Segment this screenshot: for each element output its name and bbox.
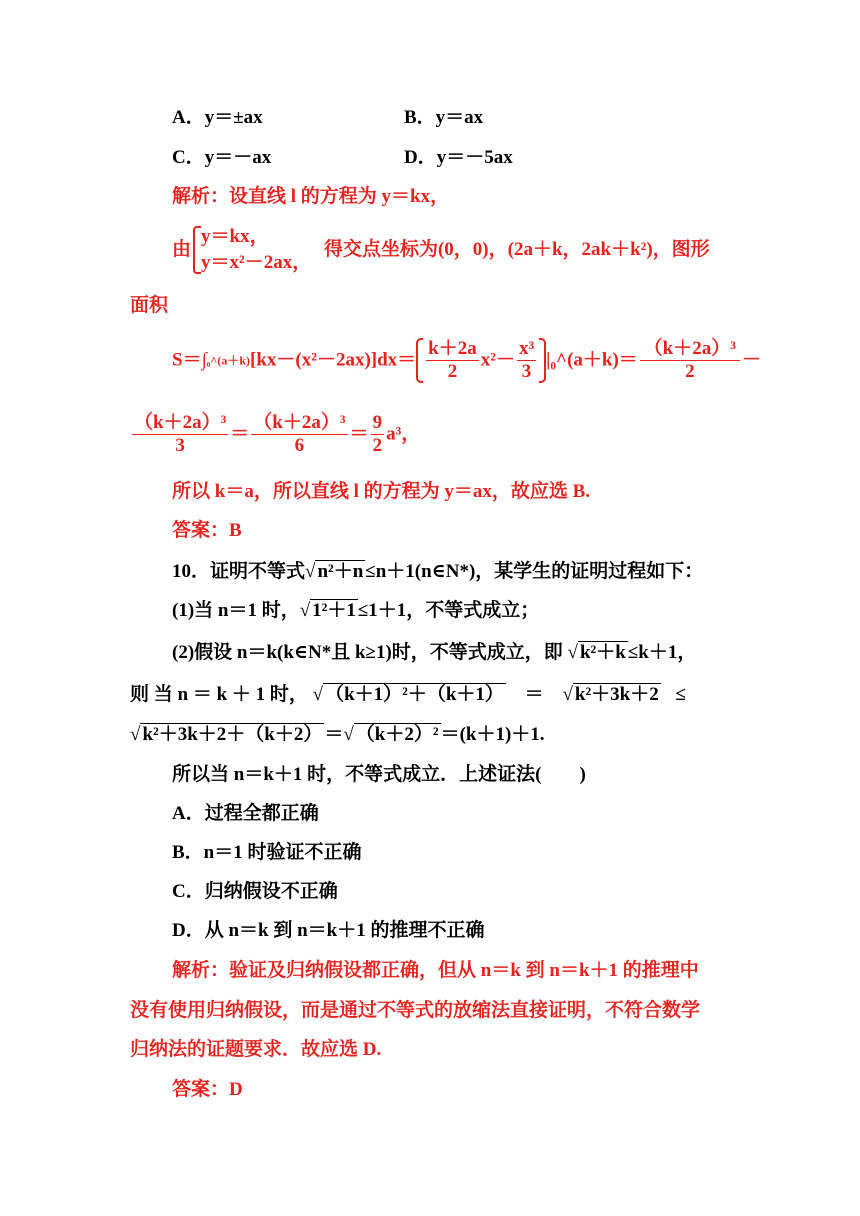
q10-stem <box>172 560 703 584</box>
chain-tail: a³， <box>386 423 421 445</box>
sqrt: √ （k＋1）²＋（k＋1） <box>312 684 504 705</box>
step3-prefix: 则 当 n ＝ k ＋ 1 时， <box>130 684 308 705</box>
antiderivative-bracket <box>416 338 546 383</box>
equals: ＝ <box>349 423 369 445</box>
sqrt: √ k²＋3k＋2 <box>562 684 659 705</box>
step1-prefix: (1)当 n＝1 时， <box>172 600 300 621</box>
q9-option-b: B．y＝ax <box>404 107 484 128</box>
fraction-numerator: （k＋2a）³ <box>134 412 227 433</box>
fraction <box>371 412 385 457</box>
eval-limits: |₀^(a＋k)＝ <box>546 349 638 371</box>
analysis-text: 设直线 l 的方程为 y＝kx， <box>229 186 450 207</box>
fraction-numerator: k＋2a <box>428 338 477 359</box>
radicand: k²＋k <box>579 642 626 663</box>
integral-lhs: S＝∫ <box>172 349 207 371</box>
fraction <box>640 338 740 383</box>
fraction-numerator: （k＋2a）³ <box>640 338 740 361</box>
equals: ＝ <box>524 684 544 705</box>
fraction-chain-line <box>130 412 420 468</box>
answer-value: B <box>229 520 242 541</box>
q10-step5: 所以当 n＝k＋1 时，不等式成立．上述证法( ) <box>172 764 586 785</box>
q10-analysis-line1 <box>172 959 699 983</box>
analysis-text: 验证及归纳假设都正确，但从 n＝k 到 n＝k＋1 的推理中 <box>229 960 699 981</box>
bracket-mid: x²－ <box>480 349 515 371</box>
q9-conclusion: 所以 k＝a，所以直线 l 的方程为 y＝ax，故应选 B. <box>172 481 591 502</box>
fraction <box>251 412 347 457</box>
system-eq1: y＝kx， <box>201 226 269 247</box>
fraction-numerator: （k＋2a）³ <box>253 412 346 433</box>
fraction-denominator: 2 <box>447 361 458 382</box>
q10-step4 <box>130 723 545 747</box>
q10-option-b: B．n＝1 时验证不正确 <box>172 842 362 863</box>
sqrt: √ k²＋3k＋2＋（k＋2） <box>130 724 323 745</box>
integral-limits: ₀^(a＋k) <box>206 353 251 368</box>
q10-analysis-line2: 没有使用归纳假设，而是通过不等式的放缩法直接证明，不符合数学 <box>130 1000 701 1021</box>
equation-system <box>191 224 311 276</box>
step2-suffix: ≤k＋1， <box>627 642 697 663</box>
fraction-numerator: x³ <box>518 338 535 359</box>
sqrt: √ 1²＋1 <box>299 600 356 621</box>
fraction-denominator: 6 <box>294 435 305 456</box>
q10-option-a: A．过程全都正确 <box>172 803 319 824</box>
q10-step3 <box>130 683 686 707</box>
integral-body: [kx－(x²－2ax)]dx＝ <box>250 349 417 371</box>
fraction-denominator: 2 <box>685 361 695 382</box>
q9-answer <box>172 519 242 543</box>
fraction <box>517 338 536 383</box>
equals: ＝ <box>324 724 344 745</box>
radicand: k²＋3k＋2 <box>574 684 659 705</box>
equals: ＝ <box>230 423 250 445</box>
radicand: k²＋3k＋2＋（k＋2） <box>142 724 323 745</box>
analysis-label: 解析： <box>172 960 230 981</box>
q10-step2 <box>172 641 696 665</box>
stem-prefix: 10．证明不等式 <box>172 561 306 582</box>
fraction-denominator: 3 <box>175 435 185 456</box>
q10-option-d: D．从 n＝k 到 n＝k＋1 的推理不正确 <box>172 920 485 941</box>
q10-analysis-line3: 归纳法的证题要求．故应选 D. <box>130 1039 382 1060</box>
fraction-denominator: 2 <box>372 435 383 456</box>
answer-label: 答案： <box>172 1079 230 1100</box>
analysis-label: 解析： <box>172 186 230 207</box>
fraction-numerator: 9 <box>372 412 383 433</box>
q10-option-c: C．归纳假设不正确 <box>172 881 338 902</box>
radicand: （k＋1）²＋（k＋1） <box>325 684 504 705</box>
q9-option-c: C．y＝－ax <box>172 147 272 168</box>
rhs-minus: － <box>741 349 761 371</box>
sqrt: √ k²＋k <box>567 642 626 663</box>
radicand: n²＋n <box>317 561 364 582</box>
system-prefix: 由 <box>172 239 192 260</box>
system-result: 得交点坐标为(0，0)，(2a＋k，2ak＋k²)，图形 <box>323 239 710 260</box>
q10-step1 <box>172 599 539 623</box>
radicand: 1²＋1 <box>312 600 356 621</box>
q9-option-d: D．y＝－5ax <box>404 147 513 168</box>
step4-suffix: ＝(k＋1)＋1. <box>440 724 545 745</box>
step2-prefix: (2)假设 n＝k(k∈N*且 k≥1)时，不等式成立，即 <box>172 642 563 663</box>
fraction <box>426 338 479 383</box>
q9-system-line <box>172 224 710 276</box>
system-eq2: y＝x²－2ax， <box>201 252 312 273</box>
sqrt: √ （k＋2）² <box>343 724 439 745</box>
integral-line <box>172 338 761 398</box>
answer-label: 答案： <box>172 520 230 541</box>
q9-option-a: A．y＝±ax <box>172 107 263 128</box>
q9-analysis-line1 <box>172 185 449 209</box>
less-equal: ≤ <box>675 684 686 705</box>
step1-suffix: ≤1＋1，不等式成立； <box>357 600 540 621</box>
fraction-denominator: 3 <box>521 361 532 382</box>
sqrt: √ n²＋n <box>305 561 364 582</box>
stem-suffix: ≤n＋1(n∈N*)，某学生的证明过程如下： <box>365 561 704 582</box>
area-word: 面积 <box>130 295 169 316</box>
q10-answer <box>172 1078 243 1102</box>
radicand: （k＋2）² <box>355 724 439 745</box>
fraction <box>132 412 228 457</box>
answer-value: D <box>229 1079 243 1100</box>
